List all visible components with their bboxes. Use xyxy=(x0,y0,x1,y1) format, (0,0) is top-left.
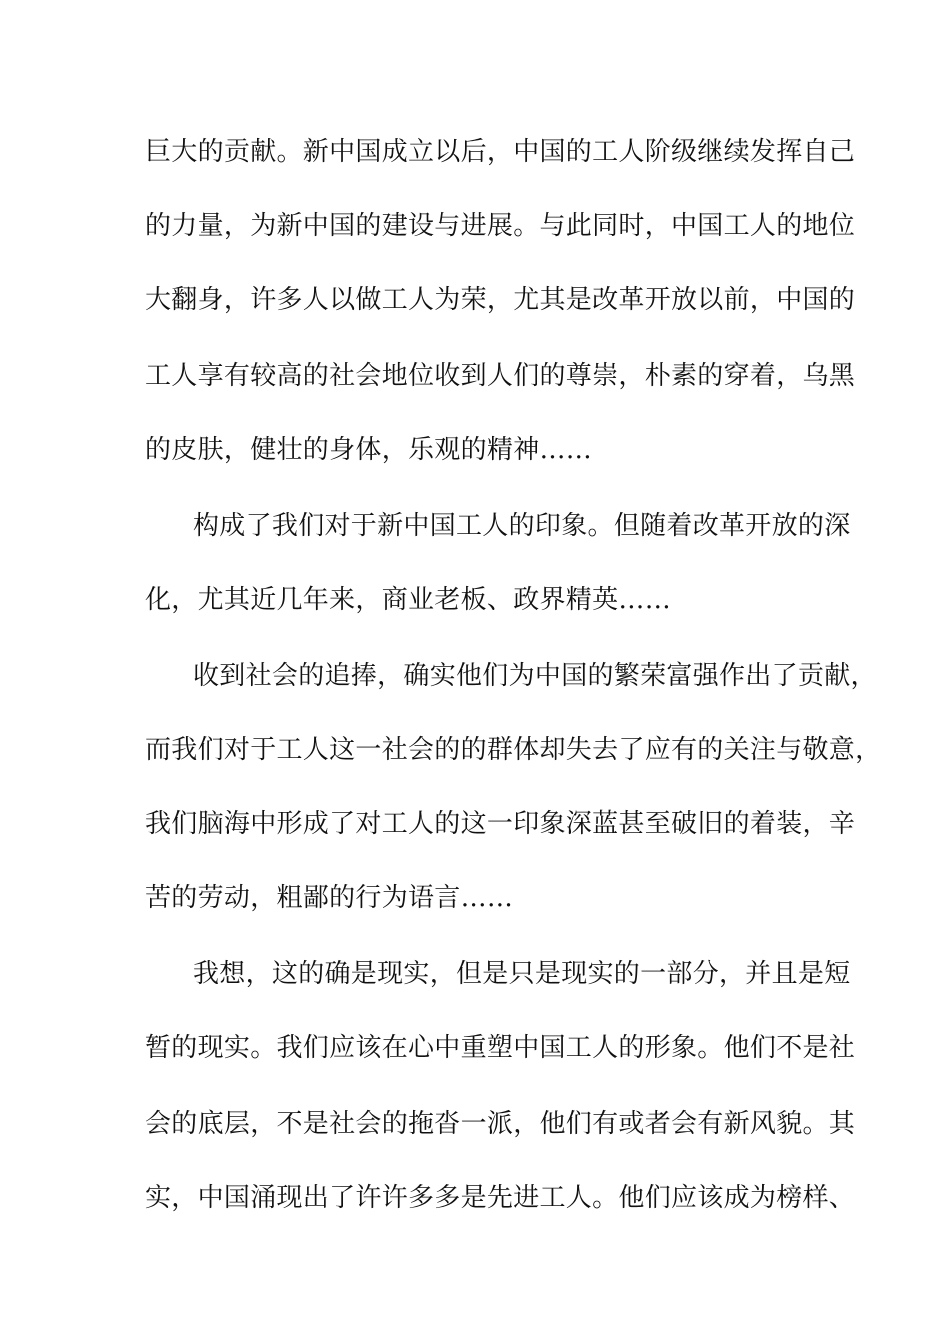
paragraph-line: 暂的现实。我们应该在心中重塑中国工人的形象。他们不是社 xyxy=(145,1033,856,1063)
paragraph-line: 我们脑海中形成了对工人的这一印象深蓝甚至破旧的着装，辛 xyxy=(145,809,856,839)
paragraph-line: 收到社会的追捧，确实他们为中国的繁荣富强作出了贡献， xyxy=(193,661,877,691)
paragraph-line: 化，尤其近几年来，商业老板、政界精英…… xyxy=(145,585,672,615)
paragraph-line: 的皮肤，健壮的身体，乐观的精神…… xyxy=(145,435,593,465)
paragraph-line: 会的底层，不是社会的拖沓一派，他们有或者会有新风貌。其 xyxy=(145,1109,856,1139)
paragraph-line: 苦的劳动，粗鄙的行为语言…… xyxy=(145,883,514,913)
paragraph-line: 我想，这的确是现实，但是只是现实的一部分，并且是短 xyxy=(193,959,851,989)
paragraph-line: 的力量，为新中国的建设与进展。与此同时，中国工人的地位 xyxy=(145,211,856,241)
paragraph-line: 构成了我们对于新中国工人的印象。但随着改革开放的深 xyxy=(193,511,851,541)
paragraph-line: 大翻身，许多人以做工人为荣，尤其是改革开放以前，中国的 xyxy=(145,285,856,315)
paragraph-line: 工人享有较高的社会地位收到人们的尊崇，朴素的穿着，乌黑 xyxy=(145,361,856,391)
paragraph-line: 实，中国涌现出了许许多多是先进工人。他们应该成为榜样、 xyxy=(145,1183,856,1213)
paragraph-line: 而我们对于工人这一社会的的群体却失去了应有的关注与敬意， xyxy=(145,735,882,765)
paragraph-line: 巨大的贡献。新中国成立以后，中国的工人阶级继续发挥自己 xyxy=(145,137,856,167)
